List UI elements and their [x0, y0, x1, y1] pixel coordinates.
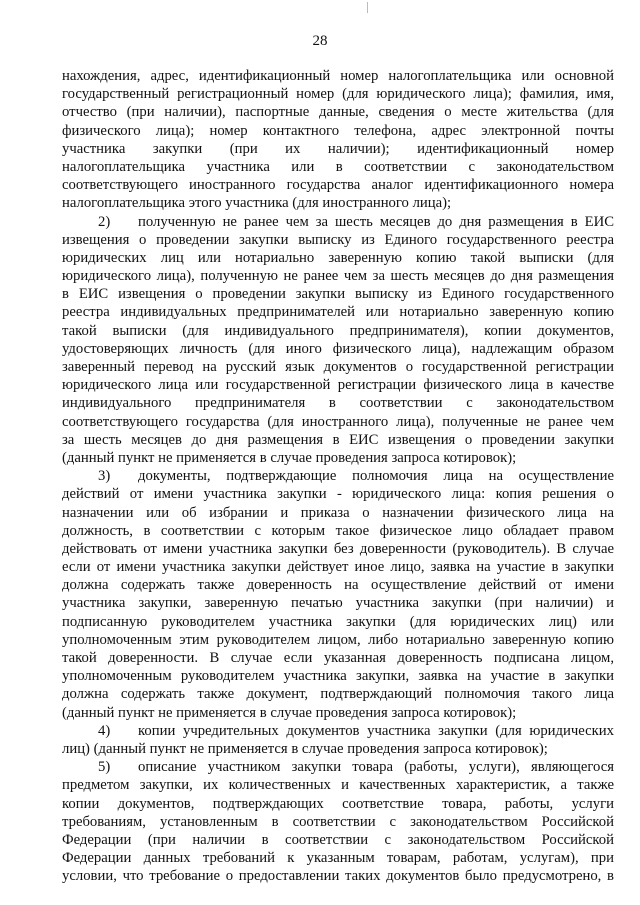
list-item-number: 4): [98, 722, 111, 739]
line-text: описание участником закупки товара (работы, услуги), являющегося: [138, 759, 614, 776]
text-line: [62, 704, 614, 722]
text-line: [62, 176, 614, 194]
line-text: индивидуального предпринимателя в соответствии с законодательством: [62, 395, 614, 412]
line-text: условии, что требование о предоставлении таких документов было предусмотрено, в: [62, 868, 614, 885]
list-item-number: 5): [98, 759, 111, 776]
text-line: [62, 67, 614, 85]
line-text: предметом закупки, их количественных и качественных характеристик, а также: [62, 777, 614, 794]
line-text: нахождения, адрес, идентификационный номер налогоплательщика или основной: [62, 68, 614, 84]
line-text: Федерации (при наличии в соответствии с законодательством Российской: [62, 831, 614, 848]
text-line: [62, 594, 614, 612]
line-text: лиц) (данный пункт не применяется в случае проведения запроса котировок);: [62, 740, 548, 757]
line-text: если от имени участника закупки действует иное лицо, заявка на участие в закупки: [62, 559, 614, 576]
page-number: 28: [312, 33, 328, 49]
line-text: должна содержать также документ, подтверждающий полномочия такого лица: [62, 686, 614, 703]
text-line: [62, 485, 614, 503]
line-text: соответствующего иностранного государства аналог идентификационного номера: [62, 177, 614, 194]
list-item-line: [62, 722, 614, 740]
text-line: [62, 631, 614, 649]
line-text: за шесть месяцев до дня размещения в ЕИС извещения о проведении закупки: [62, 431, 614, 448]
line-text: подписанную руководителем участника закупки (для юридических лиц) или: [62, 613, 614, 630]
text-line: [62, 540, 614, 558]
text-line: [62, 831, 614, 849]
text-line: [62, 685, 614, 703]
text-line: [62, 103, 614, 121]
line-text: в ЕИС извещения о проведении закупки выписку из Единого государственного: [62, 286, 614, 303]
text-line: [62, 613, 614, 631]
line-text: действий от имени участника закупки - юридического лица: копия решения о: [62, 486, 614, 503]
text-line: [62, 795, 614, 813]
line-text: копии учредительных документов участника закупки (для юридических: [138, 722, 614, 739]
text-line: [62, 867, 614, 885]
line-text: копии документов, подтверждающих соответствие товара, работы, услуги: [62, 795, 614, 812]
text-line: [62, 394, 614, 412]
text-line: [62, 522, 614, 540]
text-line: [62, 504, 614, 522]
line-text: физического лица); номер контактного телефона, адрес электронной почты: [62, 122, 614, 139]
text-line: [62, 376, 614, 394]
line-text: должность, в соответствии с которым такое физическое лицо обладает правом: [62, 522, 614, 539]
line-text: заверенный перевод на русский язык документов о государственной регистрации: [62, 359, 614, 375]
line-text: требованиям, установленным в соответствии с законодательством Российской: [62, 813, 614, 830]
line-text: (данный пункт не применяется в случае проведения запроса котировок);: [62, 704, 517, 721]
line-text: реестра индивидуальных предпринимателей или нотариально заверенную копию: [62, 304, 614, 321]
body-text: [62, 67, 614, 885]
text-line: [62, 231, 614, 249]
line-text: юридического лица или государственной регистрации физического лица в качестве: [62, 377, 614, 394]
line-text: соответствующего государства (для иностранного лица), полученные не ранее чем: [62, 413, 614, 430]
line-text: налогоплательщика этого участника (для иностранного лица);: [62, 195, 452, 212]
line-text: документы, подтверждающие полномочия лица на осуществление: [138, 468, 614, 485]
line-text: (данный пункт не применяется в случае проведения запроса котировок);: [62, 449, 517, 466]
text-line: [62, 303, 614, 321]
line-text: юридического лица), полученную не ранее чем за шесть месяцев до дня размещения: [62, 268, 614, 285]
line-text: юридических лиц или нотариально заверенную копию такой выписки (для: [62, 249, 614, 266]
text-line: [62, 140, 614, 158]
line-text: уполномоченным этим руководителем лицом, либо нотариально заверенную копию: [62, 631, 614, 648]
text-line: [62, 740, 614, 758]
text-line: [62, 667, 614, 685]
text-line: [62, 558, 614, 576]
line-text: полученную не ранее чем за шесть месяцев до дня размещения в ЕИС: [138, 213, 614, 230]
text-line: [62, 449, 614, 467]
line-text: участника закупки, заверенную печатью участника закупки (при наличии) и: [62, 595, 614, 612]
line-text: удостоверяющих личность (для иного физического лица), надлежащим образом: [62, 340, 614, 357]
text-line: [62, 158, 614, 176]
text-line: [62, 285, 614, 303]
line-text: участника закупки (при их наличии); идентификационный номер: [62, 140, 614, 157]
text-line: [62, 413, 614, 431]
line-text: Федерации данных требований к указанным товарам, работам, услугам), при: [62, 850, 614, 867]
text-line: [62, 340, 614, 358]
text-line: [62, 776, 614, 794]
list-item-line: [62, 467, 614, 485]
text-line: [62, 194, 614, 212]
text-line: [62, 849, 614, 867]
line-text: действовать от имени участника закупки без доверенности (руководитель). В случае: [62, 540, 614, 557]
list-item-number: 2): [98, 213, 111, 230]
text-line: [62, 122, 614, 140]
line-text: налогоплательщика участника или в соответствии с законодательством: [62, 158, 614, 175]
text-line: [62, 249, 614, 267]
list-item-line: [62, 758, 614, 776]
line-text: назначении или об избрании и приказа о назначении физического лица на: [62, 504, 614, 521]
line-text: должна содержать также доверенность на осуществление действий от имени: [62, 577, 614, 594]
text-line: [62, 813, 614, 831]
text-line: [62, 649, 614, 667]
line-text: такой выписки (для индивидуального предпринимателя), копии документов,: [62, 322, 614, 339]
line-text: отчество (при наличии), паспортные данные, сведения о месте жительства (для: [62, 104, 614, 121]
text-line: [62, 358, 614, 376]
line-text: государственный регистрационный номер (для юридического лица); фамилия, имя,: [62, 86, 614, 103]
text-line: [62, 85, 614, 103]
text-line: [62, 576, 614, 594]
list-item-line: [62, 213, 614, 231]
text-line: [62, 267, 614, 285]
line-text: уполномоченным руководителем участника закупки, заявка на участие в закупки: [62, 668, 614, 685]
list-item-number: 3): [98, 468, 111, 485]
scan-artifact-mark: [367, 2, 368, 13]
line-text: извещения о проведении закупки выписку из Единого государственного реестра: [62, 231, 614, 248]
line-text: такой доверенности. В случае если указанная доверенность подписана лицом,: [62, 650, 614, 666]
text-line: [62, 431, 614, 449]
text-line: [62, 322, 614, 340]
